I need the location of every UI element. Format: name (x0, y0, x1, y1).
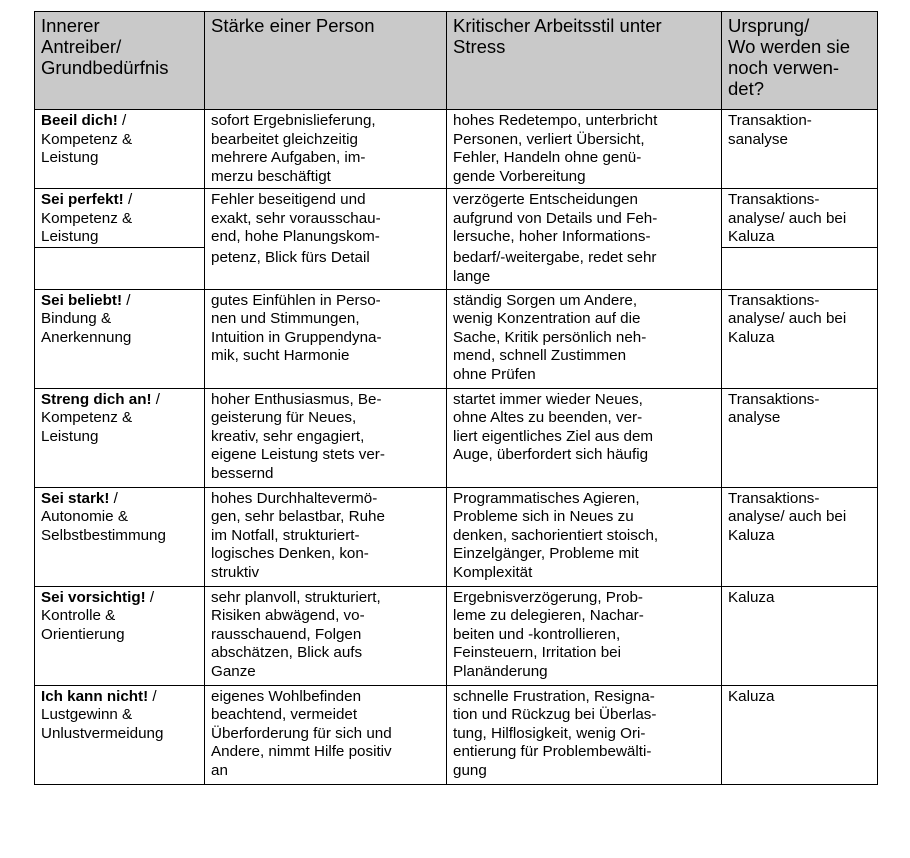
strength-cell: sehr planvoll, strukturiert, Risiken abwägend, vo- rausschauend, Folgen abschätzen, Blick aufs Ganze (205, 586, 447, 685)
strength-cell: gutes Einfühlen in Perso- nen und Stimmungen, Intuition in Gruppendyna- mik, sucht Harmonie (205, 289, 447, 388)
strength-cell: hoher Enthusiasmus, Be- geisterung für Neues, kreativ, sehr engagiert, eigene Leistung stets ver- bessernd (205, 388, 447, 487)
table-row-continuation (35, 247, 878, 289)
header-strength: Stärke einer Person (205, 12, 447, 110)
header-stress: Kritischer Arbeitsstil unter Stress (447, 12, 722, 110)
strength-cell: sofort Ergebnislieferung, bearbeitet gleichzeitig mehrere Aufgaben, im- merzu beschäftigt (205, 110, 447, 189)
table-row (35, 487, 878, 586)
driver-name: Sei vorsichtig! (41, 588, 146, 606)
driver-name: Sei stark! (41, 489, 110, 507)
need-text: Autonomie & Selbstbestimmung (41, 508, 166, 544)
driver-name: Streng dich an! (41, 390, 152, 408)
driver-cell: Streng dich an! / Kompetenz & Leistung (35, 388, 205, 487)
driver-cell: Sei vorsichtig! / Kontrolle & Orientierung (35, 586, 205, 685)
need-text: Kontrolle & Orientierung (41, 607, 125, 643)
driver-cell: Ich kann nicht! / Lustgewinn & Unlustvermeidung (35, 685, 205, 784)
stress-cell: schnelle Frustration, Resigna- tion und Rückzug bei Überlas- tung, Hilflosigkeit, wenig Ori- entierung für Problembewälti- gung (447, 685, 722, 784)
driver-cell: Sei perfekt! / Kompetenz & Leistung (35, 189, 205, 248)
origin-cell: Transaktions- analyse/ auch bei Kaluza (722, 189, 878, 248)
driver-name: Beeil dich! (41, 112, 118, 129)
stress-cell: hohes Redetempo, unterbricht Personen, verliert Übersicht, Fehler, Handeln ohne genü- gende Vorbereitung (447, 110, 722, 189)
strength-cell: eigenes Wohlbefinden beachtend, vermeidet Überforderung für sich und Andere, nimmt Hilfe positiv an (205, 685, 447, 784)
driver-cell (35, 247, 205, 289)
origin-cell: Transaktion- sanalyse (722, 110, 878, 189)
driver-name: Sei perfekt! (41, 191, 124, 208)
origin-cell: Transaktions- analyse (722, 388, 878, 487)
driver-name: Ich kann nicht! (41, 687, 149, 705)
need-text: Bindung & Anerkennung (41, 310, 132, 346)
strength-cell: Fehler beseitigend und exakt, sehr vorausschau- end, hohe Planungskom- (205, 189, 447, 248)
stress-cell: verzögerte Entscheidungen aufgrund von Details und Feh- lersuche, hoher Informations- (447, 189, 722, 248)
drivers-table (34, 11, 878, 785)
need-text: Lustgewinn & Unlustvermeidung (41, 706, 164, 742)
driver-name: Sei beliebt! (41, 291, 123, 309)
stress-cell: bedarf/-weitergabe, redet sehr lange (447, 247, 722, 289)
stress-cell: Ergebnisverzögerung, Prob- leme zu delegieren, Nachar- beiten und -kontrollieren, Feinsteuern, Irritation bei Planänderung (447, 586, 722, 685)
origin-cell: Kaluza (722, 685, 878, 784)
table-row (35, 685, 878, 784)
strength-cell: hohes Durchhaltevermö- gen, sehr belastbar, Ruhe im Notfall, strukturiert- logisches Denken, kon- struktiv (205, 487, 447, 586)
origin-cell: Kaluza (722, 586, 878, 685)
table-row (35, 388, 878, 487)
header-driver: Innerer Antreiber/ Grundbedürfnis (35, 12, 205, 110)
need-text: Kompetenz & Leistung (41, 130, 133, 166)
table-row (35, 110, 878, 189)
stress-cell: Programmatisches Agieren, Probleme sich in Neues zu denken, sachorientiert stoisch, Einzelgänger, Probleme mit Komplexität (447, 487, 722, 586)
driver-cell: Sei stark! / Autonomie & Selbstbestimmung (35, 487, 205, 586)
header-row (35, 12, 878, 110)
stress-cell: startet immer wieder Neues, ohne Altes zu beenden, ver- liert eigentliches Ziel aus dem Auge, überfordert sich häufig (447, 388, 722, 487)
driver-cell: Beeil dich! / Kompetenz & Leistung (35, 110, 205, 189)
header-origin: Ursprung/ Wo werden sie noch verwen- det? (722, 12, 878, 110)
table-row (35, 586, 878, 685)
table-row (35, 289, 878, 388)
stress-cell: ständig Sorgen um Andere, wenig Konzentration auf die Sache, Kritik persönlich neh- mend, schnell Zustimmen ohne Prüfen (447, 289, 722, 388)
need-text: Kompetenz & Leistung (41, 209, 133, 245)
origin-cell: Transaktions- analyse/ auch bei Kaluza (722, 487, 878, 586)
strength-cell: petenz, Blick fürs Detail (205, 247, 447, 289)
origin-cell: Transaktions- analyse/ auch bei Kaluza (722, 289, 878, 388)
need-text: Kompetenz & Leistung (41, 409, 133, 445)
table-row (35, 189, 878, 248)
origin-cell (722, 247, 878, 289)
driver-cell: Sei beliebt! / Bindung & Anerkennung (35, 289, 205, 388)
